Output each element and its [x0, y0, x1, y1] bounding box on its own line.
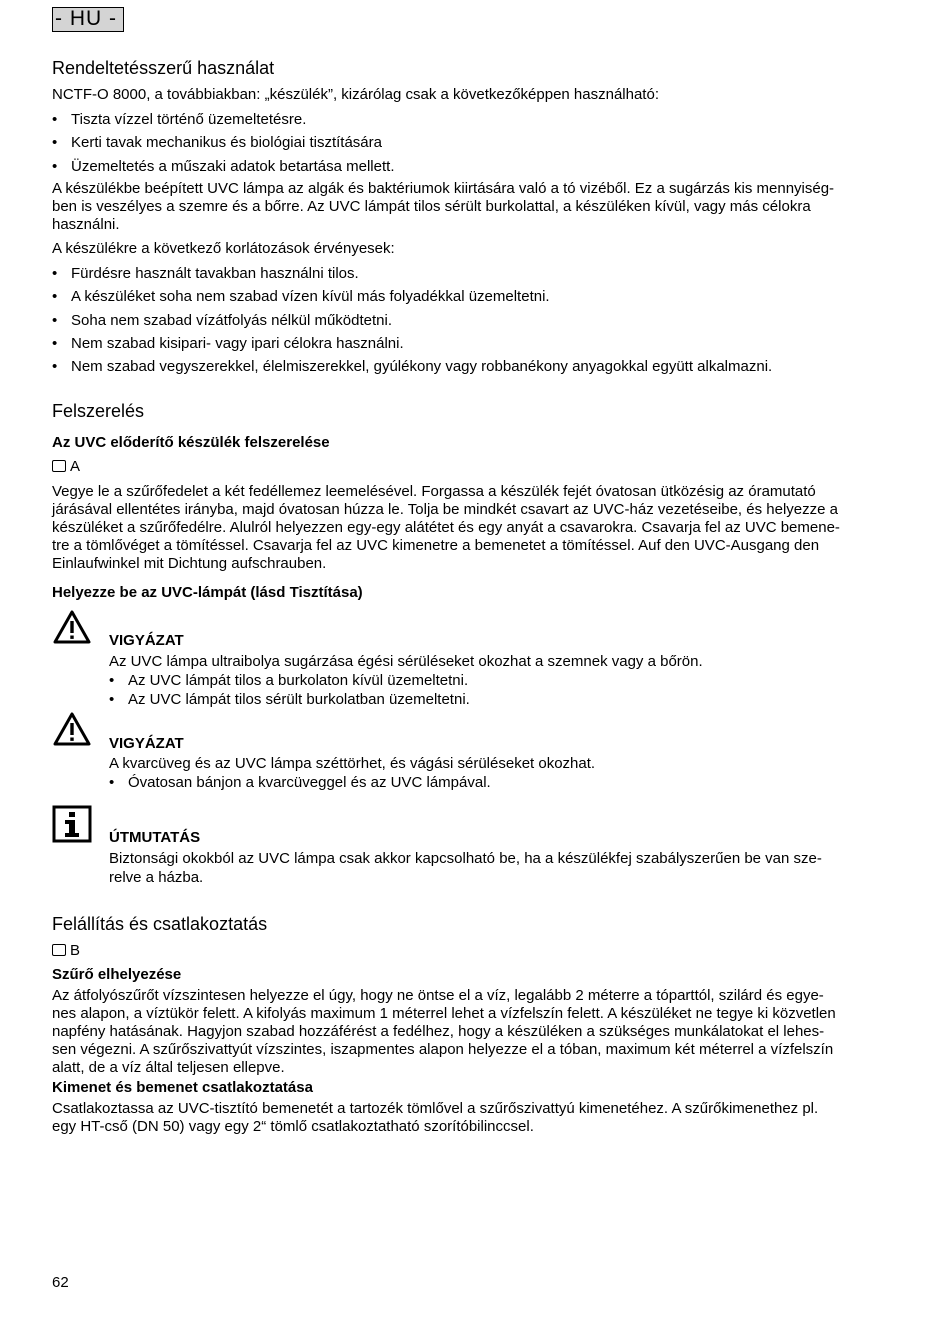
subheading-uvc-install: Az UVC előderítő készülék felszerelése — [52, 434, 330, 451]
note-text: Biztonsági okokból az UVC lámpa csak akkor kapcsolható be, ha a készülékfej szabályszerűen be van sze- relve a házba. — [109, 850, 822, 886]
figure-reference: A — [52, 458, 80, 476]
figure-reference: B — [52, 942, 80, 960]
intro-text: NCTF-O 8000, a továbbiakban: „készülék”, kizárólag csak a következőképpen használható: — [52, 86, 659, 103]
section-heading-installation: Felszerelés — [52, 401, 145, 421]
warning-triangle-icon — [52, 609, 92, 645]
warning-title: VIGYÁZAT — [109, 632, 184, 649]
warning-text: A kvarcüveg és az UVC lámpa széttörhet, és vágási sérüléseket okozhat. — [109, 755, 596, 772]
io-connection-text: Csatlakoztassa az UVC-tisztító bemenetét a tartozék tömlővel a szűrőszivattyú kimenetéhez. A szűrőkimenethez pl. egy HT-cső (DN 50) vagy egy 2“ tömlő csatlakoztatható szorítóbilinccsel. — [52, 1100, 819, 1135]
warning-text: Az UVC lámpa ultraibolya sugárzása égési sérüléseket okozhat a szemnek vagy a bőrön. — [109, 653, 703, 670]
install-instructions: Vegye le a szűrőfedelet a két fedéllemez leemelésével. Forgassa a készülék fejét óvatosan ütközésig az óramutató járásával ellentétes irányba, majd óvatosan húzza le. Tolja be mindkét csavart az UVC-ház vezetéseibe, és helyezze a készüléket a szűrőfedélre. Alulról helyezzen egy-egy alátétet és egy anyát a csavarokra. Csavarja fel az UVC bemene- tre a tömlővéget a tömítéssel. Csavarja fel az UVC kimenetre a bemenetet a tömítéssel. Auf den UVC-Ausgang den Einlaufwinkel mit Dichtung aufschrauben. — [52, 483, 840, 572]
info-note-icon — [52, 805, 92, 843]
language-tag: - HU - — [52, 7, 124, 32]
warning-title: VIGYÁZAT — [109, 735, 184, 752]
figure-box-icon — [52, 944, 66, 956]
note-title: ÚTMUTATÁS — [109, 829, 201, 846]
restrictions-intro: A készülékre a következő korlátozások érvényesek: — [52, 240, 395, 257]
section-heading-intended-use: Rendeltetésszerű használat — [52, 58, 275, 78]
figure-box-icon — [52, 460, 66, 472]
page-number: 62 — [52, 1274, 69, 1291]
section-heading-setup: Felállítás és csatlakoztatás — [52, 914, 268, 934]
warning-triangle-icon — [52, 711, 92, 747]
subheading-insert-lamp: Helyezze be az UVC-lámpát (lásd Tisztítása) — [52, 584, 363, 601]
subheading-filter-placement: Szűrő elhelyezése — [52, 966, 182, 983]
filter-placement-text: Az átfolyószűrőt vízszintesen helyezze el úgy, hogy ne öntse el a víz, legalább 2 méterre a tóparttól, szilárd és egye- nes alapon, a víztükör felett. A kifolyás maximum 1 méterrel lehet a vízfelszín felett. A készüléket ne tegye ki közvetlen napfény hatásának. Hagyjon szabad hozzáférést a fedélhez, hogy a készüléken a szükséges munkálatokat el lehes- sen végezni. A szűrőszivattyút vízszintes, iszapmentes alapon helyezze el a tóban, maximum két méterrel a vízfelszín alatt, de a víz által teljesen ellepve. — [52, 987, 836, 1076]
subheading-io-connection: Kimenet és bemenet csatlakoztatása — [52, 1079, 313, 1096]
uvc-description: A készülékbe beépített UVC lámpa az algák és baktériumok kiirtására való a tó vizéből. Ez a sugárzás kis mennyiség- ben is veszélyes a szemre és a bőrre. Az UVC lámpát tilos sérült burkolattal, a készüléken kívül, vagy más célokra használni. — [52, 180, 835, 233]
